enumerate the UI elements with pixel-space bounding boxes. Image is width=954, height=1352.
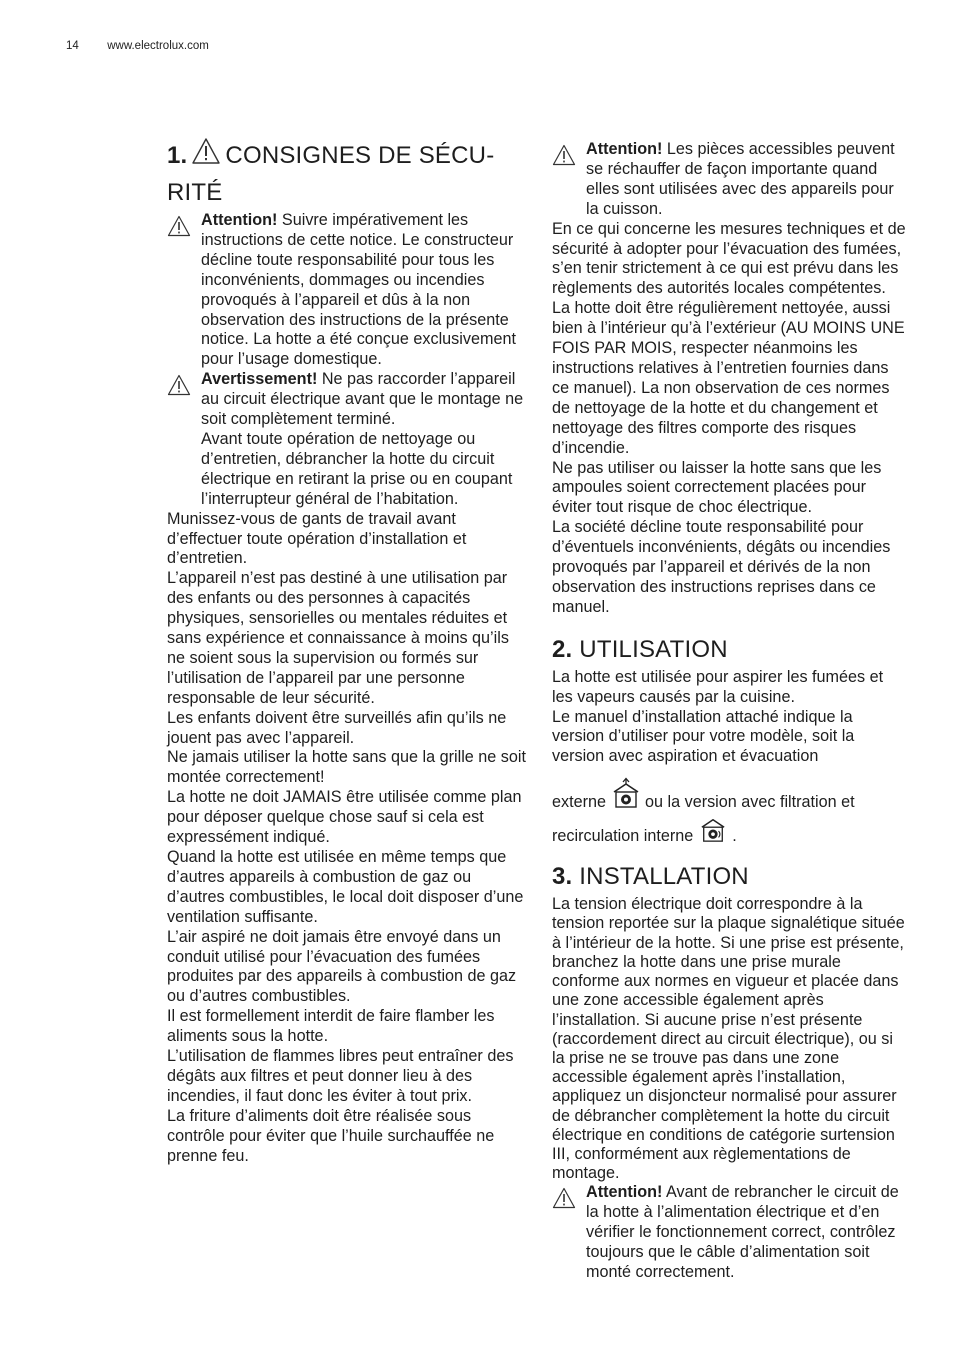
paragraph: Munissez-vous de gants de travail avant d’effectuer toute opération d’installation et d’entretien. — [167, 509, 467, 568]
paragraph: Les enfants doivent être surveillés afin qu’ils ne jouent pas avec l’appareil. — [167, 708, 507, 747]
paragraph: La société décline toute responsabilité pour d’éventuels inconvénients, dégâts ou incendies provoqués par l’appareil et dérivés de la non observation des instructions reprises dans ce manuel. — [552, 518, 891, 616]
paragraph: En ce qui concerne les mesures techniques et de sécurité à adopter pour l’évacuation des fumées, s’en tenir strictement à ce qui est prévu dans les règlements des autorités locales compétentes. La hotte doit être régulièrement nettoyée, aussi bien à l’intérieur qu’à l’extérieur (AU MOINS UNE FOIS PAR MOIS, respecter néanmoins les instructions relatives à l’entretien fournies dans ce manuel). La non observation de ces normes de nettoyage de la hotte et du changement et nettoyage des filtres comporte des risques d’incendie. — [552, 219, 906, 457]
warning-triangle-icon — [167, 215, 191, 237]
paragraph: L’appareil n’est pas destiné à une utilisation par des enfants ou des personnes à capacités physiques, sensorielles ou mentales réduites et sans expérience et connaissance à moins qu’ils ne soient sous la supervision ou formés sur l’utilisation de l’appareil par une personne responsable de leur sécurité. — [167, 569, 509, 707]
extraction-mode-line — [552, 777, 908, 815]
left-column — [167, 137, 527, 1167]
avertissement-continuation: Avant toute opération de nettoyage ou d’entretien, débrancher la hotte du circuit électrique en retirant la prise ou en coupant l’interrupteur général de l’habitation. — [201, 429, 513, 508]
section-3-title — [552, 859, 908, 895]
page-number: 14 — [66, 40, 79, 52]
paragraph: La friture d’aliments doit être réalisée sous contrôle pour éviter que l’huile surchauffée ne prenne feu. — [167, 1106, 495, 1165]
filtration-mode-text: ou la version avec filtration et — [640, 793, 855, 812]
warning-block — [552, 1183, 908, 1283]
warning-text: Avant de rebrancher le circuit de la hotte à l’alimentation électrique et d’en vérifier le fonctionnement correct, contrôlez toujours que le câble d’alimentation soit monté correctement. — [586, 1183, 899, 1281]
paragraph: La tension électrique doit correspondre à la tension reportée sur la plaque signalétique située à l’intérieur de la hotte. Si une prise est présente, branchez la hotte dans une prise murale conforme aux normes en vigueur et placée dans une zone accessible également après l’installation. Si aucune prise n’est présente (raccordement direct au circuit électrique), ou si la prise ne se trouve pas dans une zone accessible également après l’installation, appliquez un disjoncteur normalisé pour assurer de débrancher complètement la hotte du circuit électrique en conditions de catégorie surtension III, conformément aux règlementations de montage. — [552, 895, 905, 1183]
extraction-mode-text: externe — [552, 793, 611, 812]
paragraph: Il est formellement interdit de faire flamber les aliments sous la hotte. — [167, 1007, 495, 1046]
warning-text: Les pièces accessibles peuvent se réchauffer de façon importante quand elles sont utilisées avec des appareils pour la cuisson. — [586, 140, 895, 218]
paragraph: La hotte ne doit JAMAIS être utilisée comme plan pour déposer quelque chose sauf si cela est expressément indiqué. — [167, 788, 522, 847]
section-1-title-part2: RITÉ — [167, 179, 223, 206]
warning-triangle-icon — [552, 1187, 576, 1209]
section-3-number: 3. — [552, 863, 573, 891]
section-1-title-part1: CONSIGNES DE SÉCU- — [225, 142, 495, 169]
paragraph: Le manuel d’installation attaché indique la version d’utiliser pour votre modèle, soit la version avec aspiration et évacuation — [552, 707, 855, 766]
extraction-mode-icon — [611, 777, 641, 809]
paragraph: Ne pas utiliser ou laisser la hotte sans que les ampoules soient correctement placées pour éviter tout risque de choc électrique. — [552, 458, 882, 517]
section-1-title — [167, 137, 527, 211]
paragraph: Ne jamais utiliser la hotte sans que la grille ne soit montée correctement! — [167, 748, 527, 787]
page-header — [66, 40, 209, 52]
recirculation-mode-icon — [698, 817, 728, 843]
warning-text: Suivre impérativement les instructions de cette notice. Le constructeur décline toute responsabilité pour tous les inconvénients, dommages ou incendies provoqués à l’appareil et dûs à la non observation des instructions de la présente notice. La hotte a été conçue exclusivement pour l’usage domestique. — [201, 211, 516, 369]
warning-triangle-icon — [191, 137, 221, 165]
avertissement-label: Avertissement! — [201, 370, 318, 389]
paragraph: L’air aspiré ne doit jamais être envoyé dans un conduit utilisé pour l’évacuation des fumées produites par des appareils à combustion de gaz ou d’autres combustibles. — [167, 927, 517, 1006]
warning-block — [552, 140, 908, 220]
avertissement-text: Ne pas raccorder l’appareil au circuit électrique avant que le montage ne soit complètement terminé. — [201, 370, 524, 429]
recirculation-mode-line — [552, 817, 908, 849]
section-2-title-text: UTILISATION — [579, 635, 728, 663]
warning-label: Attention! — [586, 1183, 663, 1202]
warning-triangle-icon — [552, 144, 576, 166]
section-3-title-text: INSTALLATION — [579, 863, 749, 891]
paragraph: L’utilisation de flammes libres peut entraîner des dégâts aux filtres et peut donner lieu à des incendies, il faut donc les éviter à tout prix. — [167, 1047, 514, 1105]
section-2-number: 2. — [552, 635, 573, 663]
paragraph: La hotte est utilisée pour aspirer les fumées et les vapeurs causés par la cuisine. — [552, 667, 884, 706]
warning-block — [167, 211, 527, 370]
warning-label: Attention! — [586, 140, 663, 158]
recirculation-end: . — [727, 827, 737, 846]
warning-label: Attention! — [201, 211, 278, 229]
avertissement-block — [167, 370, 527, 430]
section-2-title — [552, 632, 908, 668]
right-column — [552, 140, 908, 1283]
website-link[interactable]: www.electrolux.com — [107, 40, 209, 52]
paragraph: Quand la hotte est utilisée en même temps que d’autres appareils à combustion de gaz ou d’autres combustibles, le local doit disposer d’une ventilation suffisante. — [167, 848, 524, 926]
section-1-number: 1. — [167, 142, 188, 169]
recirculation-mode-text: recirculation interne — [552, 827, 698, 846]
warning-triangle-icon — [167, 374, 191, 396]
